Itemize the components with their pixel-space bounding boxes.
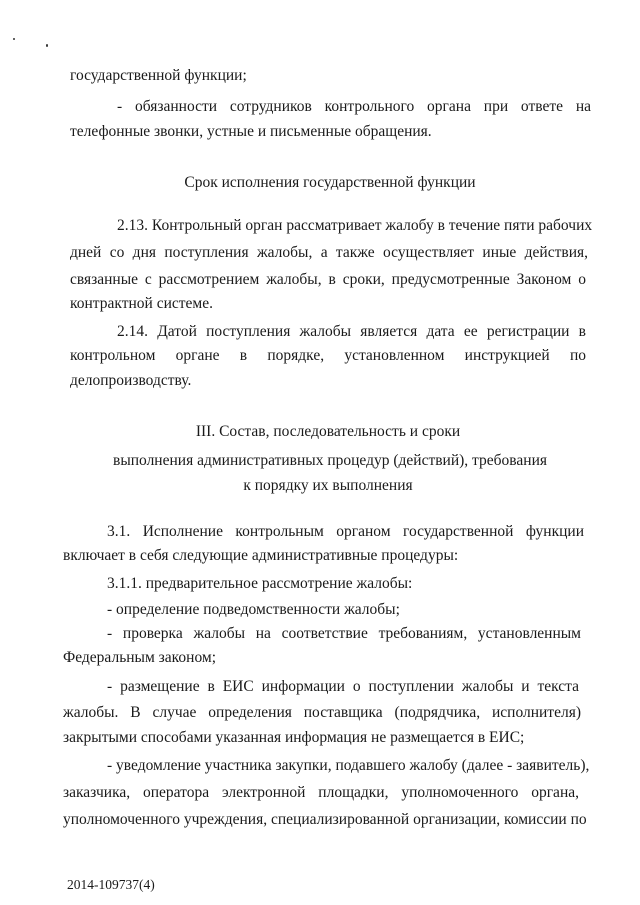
- scan-speck: [46, 44, 48, 47]
- text-line: дней со дня поступления жалобы, а также осуществляет иные действия,: [70, 244, 588, 261]
- text-line: жалобы. В случае определения поставщика (подрядчика, исполнителя): [63, 704, 581, 721]
- scan-speck: [13, 38, 15, 40]
- text-line: Федеральным законом;: [63, 649, 217, 666]
- text-line: - обязанности сотрудников контрольного органа при ответе на: [117, 98, 591, 115]
- text-line: контрольном органе в порядке, установленном инструкцией по: [70, 347, 586, 364]
- text-line: делопроизводству.: [70, 372, 192, 389]
- text-line: 3.1. Исполнение контрольным органом государственной функции: [107, 523, 584, 540]
- text-line: 2.14. Датой поступления жалобы является дата ее регистрации в: [117, 323, 586, 340]
- text-line: закрытыми способами указанная информация не размещается в ЕИС;: [63, 729, 525, 746]
- text-line: 2.13. Контрольный орган рассматривает жалобу в течение пяти рабочих: [117, 217, 593, 234]
- text-line: 3.1.1. предварительное рассмотрение жалобы:: [107, 575, 413, 592]
- text-line: телефонные звонки, устные и письменные обращения.: [70, 123, 432, 140]
- text-line: уполномоченного учреждения, специализированной организации, комиссии по: [63, 811, 587, 828]
- document-footer-number: 2014-109737(4): [67, 877, 155, 892]
- text-line: контрактной системе.: [70, 295, 213, 312]
- chapter-heading: выполнения административных процедур (действий), требования: [113, 452, 547, 469]
- text-line: - размещение в ЕИС информации о поступлении жалобы и текста: [107, 678, 579, 695]
- text-line: - проверка жалобы на соответствие требованиям, установленным: [107, 625, 581, 642]
- chapter-heading: III. Состав, последовательность и сроки: [195, 423, 461, 440]
- chapter-heading: к порядку их выполнения: [243, 477, 413, 494]
- text-line: заказчика, оператора электронной площадки, уполномоченного органа,: [63, 784, 579, 801]
- text-line: включает в себя следующие административные процедуры:: [63, 547, 459, 564]
- text-line: - определение подведомственности жалобы;: [107, 601, 400, 618]
- text-line: связанные с рассмотрением жалобы, в сроки, предусмотренные Законом о: [70, 271, 586, 288]
- section-heading: Срок исполнения государственной функции: [184, 174, 476, 191]
- text-line: - уведомление участника закупки, подавшего жалобу (далее - заявитель),: [107, 757, 590, 774]
- text-line: государственной функции;: [70, 67, 247, 84]
